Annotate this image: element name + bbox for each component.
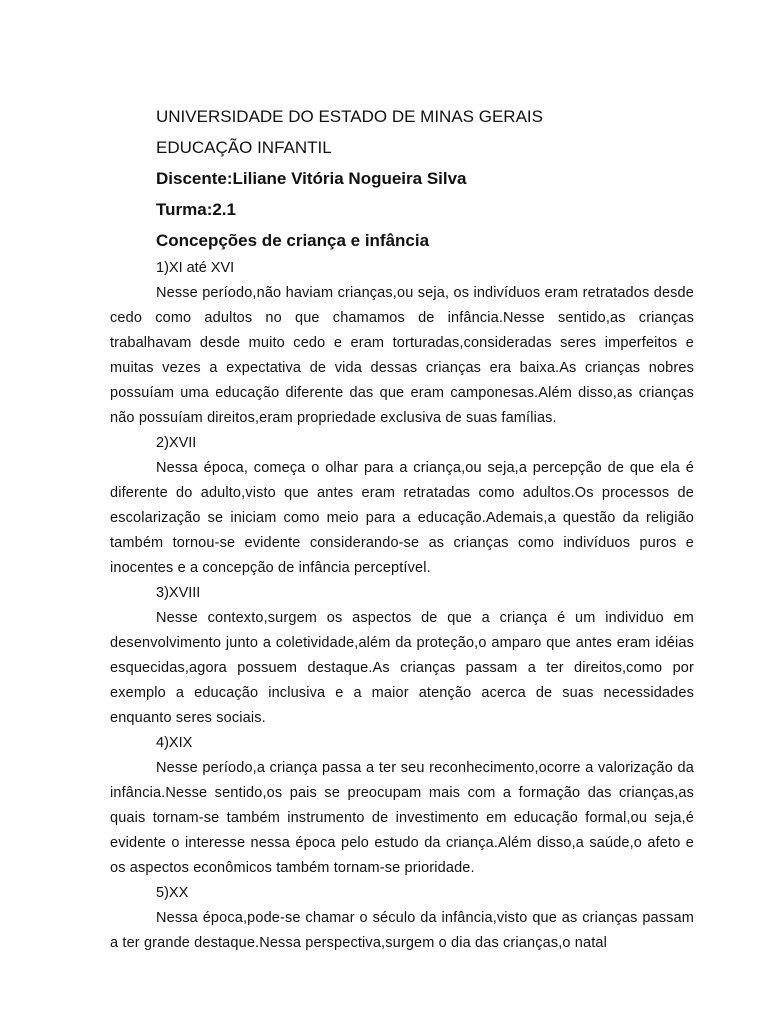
section-1 <box>110 256 694 431</box>
section-paragraph: Nesse período,a criança passa a ter seu reconhecimento,ocorre a valorização da infância.Nesse sentido,os pais se preocupam mais com a formação das crianças,as quais tornam-se também instrumento de investimento em educação formal,ou seja,é evidente o interesse nessa época pelo estudo da criança.Além disso,a saúde,o afeto e os aspectos econômicos também tornam-se prioridade. <box>110 760 694 876</box>
section-5 <box>110 881 694 956</box>
document-header <box>156 101 694 256</box>
document-title: Concepções de criança e infância <box>156 231 430 250</box>
section-heading: 3)XVIII <box>156 585 201 601</box>
section-heading: 5)XX <box>156 885 189 901</box>
section-heading: 1)XI até XVI <box>156 260 235 276</box>
section-paragraph: Nessa época, começa o olhar para a criança,ou seja,a percepção de que ela é diferente do adulto,visto que antes eram retratadas como adultos.Os processos de escolarização se iniciam como meio para a educação.Ademais,a questão da religião também tornou-se evidente considerando-se as crianças como indivíduos puros e inocentes e a concepção de infância perceptível. <box>110 460 694 576</box>
section-paragraph: Nessa época,pode-se chamar o século da infância,visto que as crianças passam a ter grande destaque.Nessa perspectiva,surgem o dia das crianças,o natal <box>110 910 694 951</box>
section-3 <box>110 581 694 731</box>
student-name: Discente:Liliane Vitória Nogueira Silva <box>156 169 467 188</box>
course-name: EDUCAÇÃO INFANTIL <box>156 138 332 157</box>
section-heading: 2)XVII <box>156 435 197 451</box>
class-name: Turma:2.1 <box>156 200 236 219</box>
section-heading: 4)XIX <box>156 735 193 751</box>
section-paragraph: Nesse período,não haviam crianças,ou seja, os indivíduos eram retratados desde cedo como adultos no que chamamos de infância.Nesse sentido,as crianças trabalhavam desde muito cedo e eram torturadas,consideradas seres imperfeitos e muitas vezes a expectativa de vida dessas crianças era baixa.As crianças nobres possuíam uma educação diferente das que eram camponesas.Além disso,as crianças não possuíam direitos,eram propriedade exclusiva de suas famílias. <box>110 285 694 426</box>
section-paragraph: Nesse contexto,surgem os aspectos de que a criança é um individuo em desenvolvimento junto a coletividade,além da proteção,o amparo que antes eram idéias esquecidas,agora possuem destaque.As crianças passam a ter direitos,como por exemplo a educação inclusiva e a maior atenção acerca de suas necessidades enquanto seres sociais. <box>110 610 694 726</box>
section-4 <box>110 731 694 881</box>
section-2 <box>110 431 694 581</box>
university-name: UNIVERSIDADE DO ESTADO DE MINAS GERAIS <box>156 107 543 126</box>
